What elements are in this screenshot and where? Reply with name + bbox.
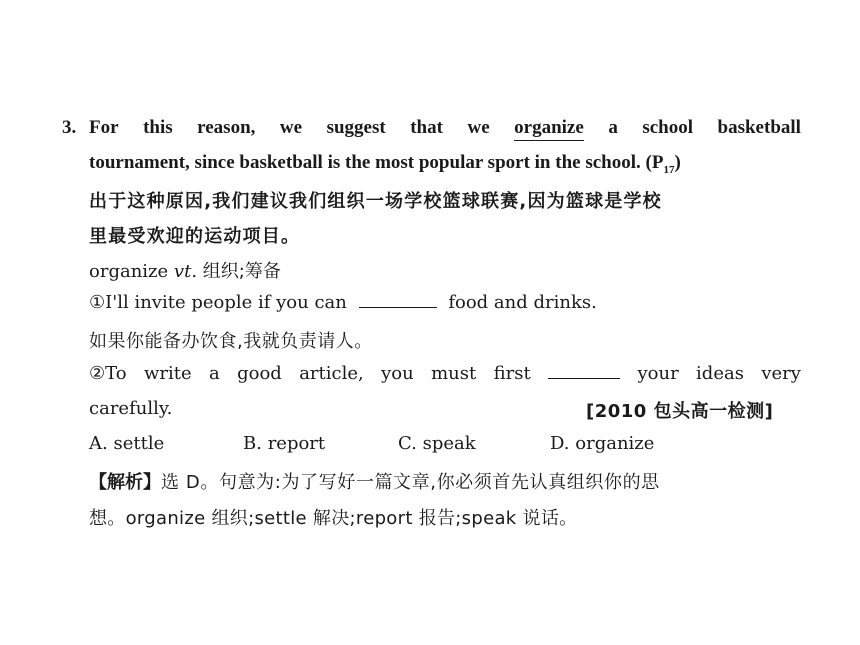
sentence-word: that bbox=[410, 117, 443, 138]
option-c[interactable] bbox=[398, 433, 476, 454]
exercise-word: To bbox=[105, 363, 127, 384]
exercise-number bbox=[89, 363, 127, 384]
answer-blank[interactable] bbox=[359, 292, 437, 308]
exercise-text-after: food and drinks. bbox=[448, 292, 597, 313]
sentence-word: For bbox=[89, 117, 119, 138]
option-letter: D. bbox=[550, 433, 570, 454]
exercise-number: ① bbox=[89, 292, 106, 313]
page-reference bbox=[645, 152, 681, 176]
exercise-1-translation: 如果你能备办饮食,我就负责请人。 bbox=[89, 331, 373, 352]
option-letter: B. bbox=[243, 433, 262, 454]
page-ref-sub: 17 bbox=[663, 163, 675, 176]
analysis-line-1 bbox=[89, 468, 660, 494]
exercise-1 bbox=[89, 292, 597, 313]
exercise-word: must bbox=[431, 363, 477, 384]
exercise-word: very bbox=[761, 363, 801, 384]
vocab-line bbox=[89, 257, 281, 283]
option-text: report bbox=[267, 433, 326, 454]
option-text: speak bbox=[422, 433, 476, 454]
exercise-word: you bbox=[381, 363, 414, 384]
option-letter: A. bbox=[89, 433, 108, 454]
vocab-word: organize bbox=[89, 261, 169, 282]
exercise-word: ideas bbox=[696, 363, 744, 384]
analysis-line-2: 想。organize 组织;settle 解决;report 报告;speak 说话。 bbox=[89, 508, 578, 529]
translation-line-1: 出于这种原因,我们建议我们组织一场学校篮球联赛,因为篮球是学校 bbox=[89, 191, 662, 212]
sentence-line-1 bbox=[89, 117, 801, 141]
exercise-word: a bbox=[209, 363, 220, 384]
vocab-meaning: 组织;筹备 bbox=[202, 261, 281, 282]
option-d[interactable] bbox=[550, 433, 654, 454]
page-ref-open: (P bbox=[645, 152, 664, 173]
exercise-word: write bbox=[143, 363, 192, 384]
analysis-label: 【解析】 bbox=[89, 472, 161, 493]
exercise-text-before: I'll invite people if you can bbox=[105, 292, 347, 313]
answer-blank[interactable] bbox=[548, 363, 620, 379]
source-tag: [2010 包头高一检测] bbox=[586, 401, 774, 422]
sentence-word: suggest bbox=[326, 117, 386, 138]
exercise-2-line-1 bbox=[89, 363, 801, 384]
page-ref-close: ) bbox=[674, 152, 681, 173]
option-b[interactable] bbox=[243, 433, 325, 454]
option-a[interactable] bbox=[89, 433, 164, 454]
vocab-pos: vt. bbox=[173, 261, 198, 282]
analysis-text: 选 D。句意为:为了写好一篇文章,你必须首先认真组织你的思 bbox=[161, 472, 660, 493]
sentence-text: tournament, since basketball is the most popular sport in the school. bbox=[89, 152, 641, 173]
exercise-word: article, bbox=[299, 363, 364, 384]
exercise-word: first bbox=[493, 363, 531, 384]
exercise-number-glyph: ② bbox=[89, 363, 106, 384]
translation-line-2: 里最受欢迎的运动项目。 bbox=[89, 226, 301, 247]
option-letter: C. bbox=[398, 433, 417, 454]
exercise-word: your bbox=[637, 363, 679, 384]
sentence-word: reason, bbox=[197, 117, 256, 138]
sentence-line-2 bbox=[89, 152, 681, 176]
sentence-word: we bbox=[467, 117, 490, 138]
sentence-word: this bbox=[143, 117, 173, 138]
sentence-word: basketball bbox=[717, 117, 801, 138]
sentence-word: we bbox=[279, 117, 303, 138]
exercise-2-line-2: carefully. bbox=[89, 398, 173, 419]
item-number: 3. bbox=[62, 117, 77, 138]
keyword-organize: organize bbox=[514, 117, 584, 141]
exercise-word: good bbox=[237, 363, 282, 384]
sentence-word: school bbox=[642, 117, 694, 138]
option-text: organize bbox=[575, 433, 655, 454]
option-text: settle bbox=[113, 433, 165, 454]
sentence-word: a bbox=[608, 117, 618, 138]
